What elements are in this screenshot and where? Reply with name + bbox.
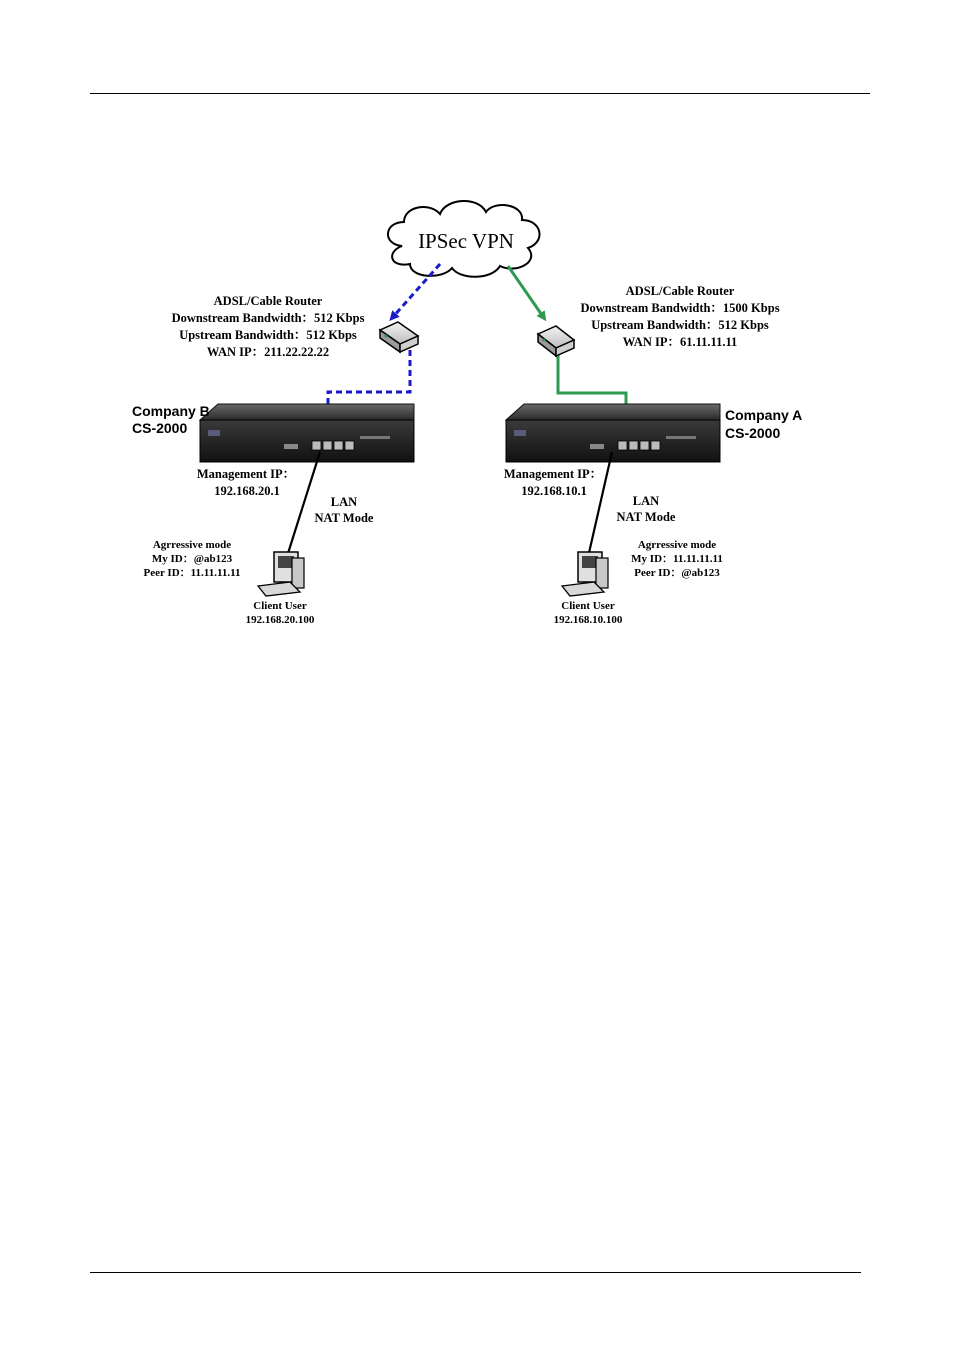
- my-id-label: My ID：@ab123: [151, 553, 233, 565]
- company-a-model: CS-2000: [725, 425, 781, 441]
- client-ip: 192.168.10.100: [553, 614, 623, 626]
- router-title: ADSL/Cable Router: [213, 294, 323, 308]
- cs2000-device-icon: [200, 404, 414, 462]
- router-b-info: [172, 294, 365, 359]
- router-upstream: Upstream Bandwidth：512 Kbps: [179, 328, 357, 342]
- client-user-label: Client User: [561, 600, 615, 612]
- adsl-router-icon: [380, 322, 418, 352]
- aggressive-mode-label: Agrressive mode: [152, 539, 232, 551]
- peer-id-label: Peer ID：@ab123: [634, 567, 720, 579]
- router-wan-ip: WAN IP：211.22.22.22: [206, 345, 330, 359]
- adsl-router-icon: [538, 326, 574, 356]
- nat-mode-label: NAT Mode: [616, 510, 676, 524]
- company-b-name: Company B: [132, 403, 210, 419]
- cs2000-device-icon: [506, 404, 720, 462]
- lan-label: LAN: [330, 495, 358, 509]
- lan-label: LAN: [632, 494, 660, 508]
- company-a-name: Company A: [725, 407, 803, 423]
- mgmt-ip-label: Management IP：: [196, 467, 296, 481]
- mgmt-ip-label: Management IP：: [503, 467, 603, 481]
- router-upstream: Upstream Bandwidth：512 Kbps: [591, 318, 769, 332]
- client-ip: 192.168.20.100: [245, 614, 315, 626]
- client-pc-icon: [562, 552, 608, 596]
- client-pc-icon: [258, 552, 304, 596]
- nat-mode-label: NAT Mode: [314, 511, 374, 525]
- router-downstream: Downstream Bandwidth：512 Kbps: [171, 311, 365, 325]
- peer-id-label: Peer ID：11.11.11.11: [143, 567, 241, 579]
- router-wan-ip: WAN IP：61.11.11.11: [622, 335, 738, 349]
- mgmt-ip-value: 192.168.20.1: [214, 484, 280, 498]
- mgmt-ip-value: 192.168.10.1: [521, 484, 587, 498]
- router-title: ADSL/Cable Router: [625, 284, 735, 298]
- router-downstream: Downstream Bandwidth：1500 Kbps: [580, 301, 780, 315]
- aggressive-mode-label: Agrressive mode: [637, 539, 717, 551]
- ipsec-vpn-cloud: [388, 201, 540, 277]
- client-user-label: Client User: [253, 600, 307, 612]
- company-b-model: CS-2000: [132, 420, 188, 436]
- my-id-label: My ID：11.11.11.11: [631, 553, 723, 565]
- cloud-label: IPSec VPN: [418, 229, 514, 253]
- router-a-info: [580, 284, 779, 349]
